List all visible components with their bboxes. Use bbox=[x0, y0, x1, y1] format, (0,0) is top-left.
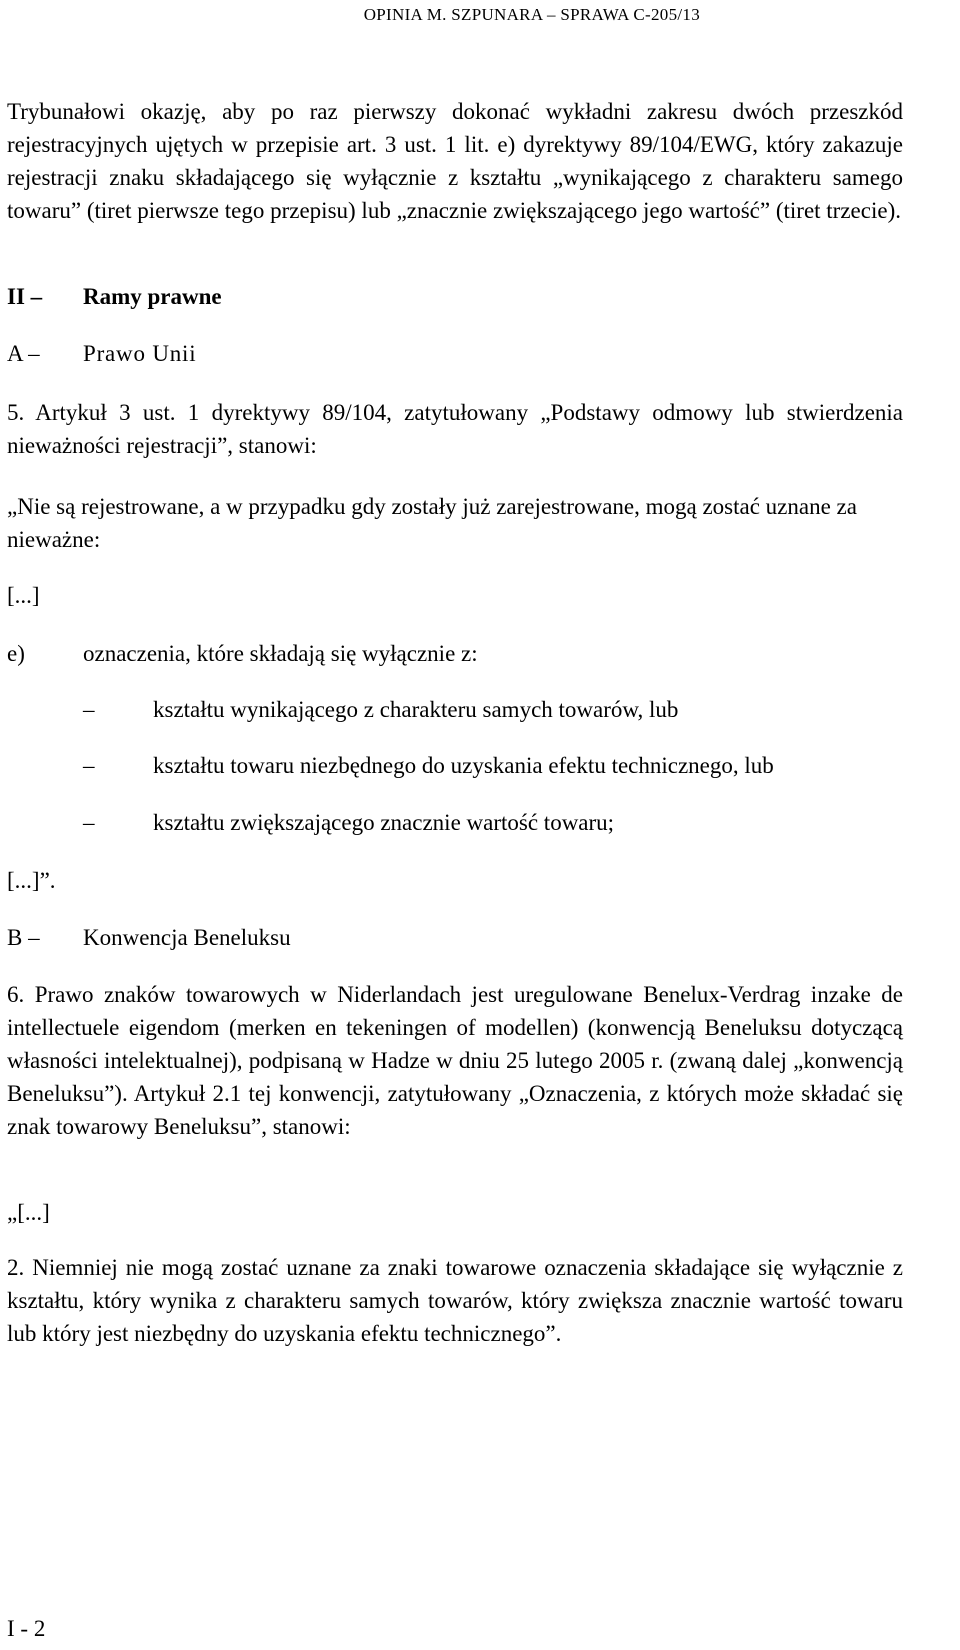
dash-item bbox=[83, 749, 903, 782]
paragraph-6: 6. Prawo znaków towarowych w Niderlandach jest uregulowane Benelux-Verdrag inzake de intellectuele eigendom (merken en tekeningen of modellen) (konwencją Beneluksu dotyczącą własności intelektualnej), podpisaną w Hadze w dniu 25 lutego 2005 r. (zwaną dalej „konwencją Beneluksu”). Artykuł 2.1 tej konwencji, zatytułowany „Oznaczenia, z których może składać się znak towarowy Beneluksu”, stanowi: bbox=[7, 982, 903, 1139]
dash-symbol: – bbox=[83, 810, 95, 835]
section-number: II – bbox=[7, 284, 43, 309]
dash-item-text: kształtu zwiększającego znacznie wartość towaru; bbox=[153, 810, 615, 835]
dash-symbol: – bbox=[83, 697, 95, 722]
quote-ellipsis-start: [...] bbox=[7, 583, 40, 608]
quote-2-point-2: 2. Niemniej nie mogą zostać uznane za znaki towarowe oznaczenia składające się wyłącznie z kształtu, który wynika z charakteru samych towarów, który zwiększa znacznie wartość towaru lub który jest niezbędny do uzyskania efektu technicznego”. bbox=[7, 1255, 903, 1346]
section-title: Konwencja Beneluksu bbox=[83, 925, 291, 950]
quote-2-opening: „[...] bbox=[7, 1200, 50, 1225]
item-e bbox=[0, 637, 960, 670]
item-text: oznaczenia, które składają się wyłącznie z: bbox=[83, 641, 478, 666]
intro-paragraph: Trybunałowi okazję, aby po raz pierwszy dokonać wykładni zakresu dwóch przeszkód rejestracyjnych ujętych w przepisie art. 3 ust. 1 lit. e) dyrektywy 89/104/EWG, który zakazuje rejestracji znaku składającego się wyłącznie z kształtu „wynikającego z charakteru samego towaru” (tiret pierwsze tego przepisu) lub „znacznie zwiększającego jego wartość” (tiret trzecie). bbox=[7, 99, 903, 223]
page-number: I - 2 bbox=[7, 1616, 46, 1641]
dash-item bbox=[83, 806, 903, 839]
running-header: OPINIA M. SZPUNARA – SPRAWA C-205/13 bbox=[363, 5, 700, 24]
item-letter: e) bbox=[7, 641, 25, 666]
paragraph-5: 5. Artykuł 3 ust. 1 dyrektywy 89/104, zatytułowany „Podstawy odmowy lub stwierdzenia nieważności rejestracji”, stanowi: bbox=[7, 400, 903, 458]
dash-item bbox=[83, 693, 903, 726]
section-heading-a bbox=[7, 337, 903, 370]
section-number: B – bbox=[7, 925, 40, 950]
quote-ellipsis-end: [...]”. bbox=[7, 868, 56, 893]
dash-symbol: – bbox=[83, 753, 95, 778]
section-heading-b bbox=[7, 921, 903, 954]
dash-item-text: kształtu towaru niezbędnego do uzyskania efektu technicznego, lub bbox=[153, 753, 774, 778]
section-title: Ramy prawne bbox=[83, 284, 222, 309]
quote-opening: „Nie są rejestrowane, a w przypadku gdy zostały już zarejestrowane, mogą zostać uznane za nieważne: bbox=[7, 494, 857, 552]
section-number: A – bbox=[7, 341, 40, 366]
section-heading-ii bbox=[7, 280, 903, 313]
dash-item-text: kształtu wynikającego z charakteru samych towarów, lub bbox=[153, 697, 679, 722]
section-title: Prawo Unii bbox=[83, 341, 197, 366]
